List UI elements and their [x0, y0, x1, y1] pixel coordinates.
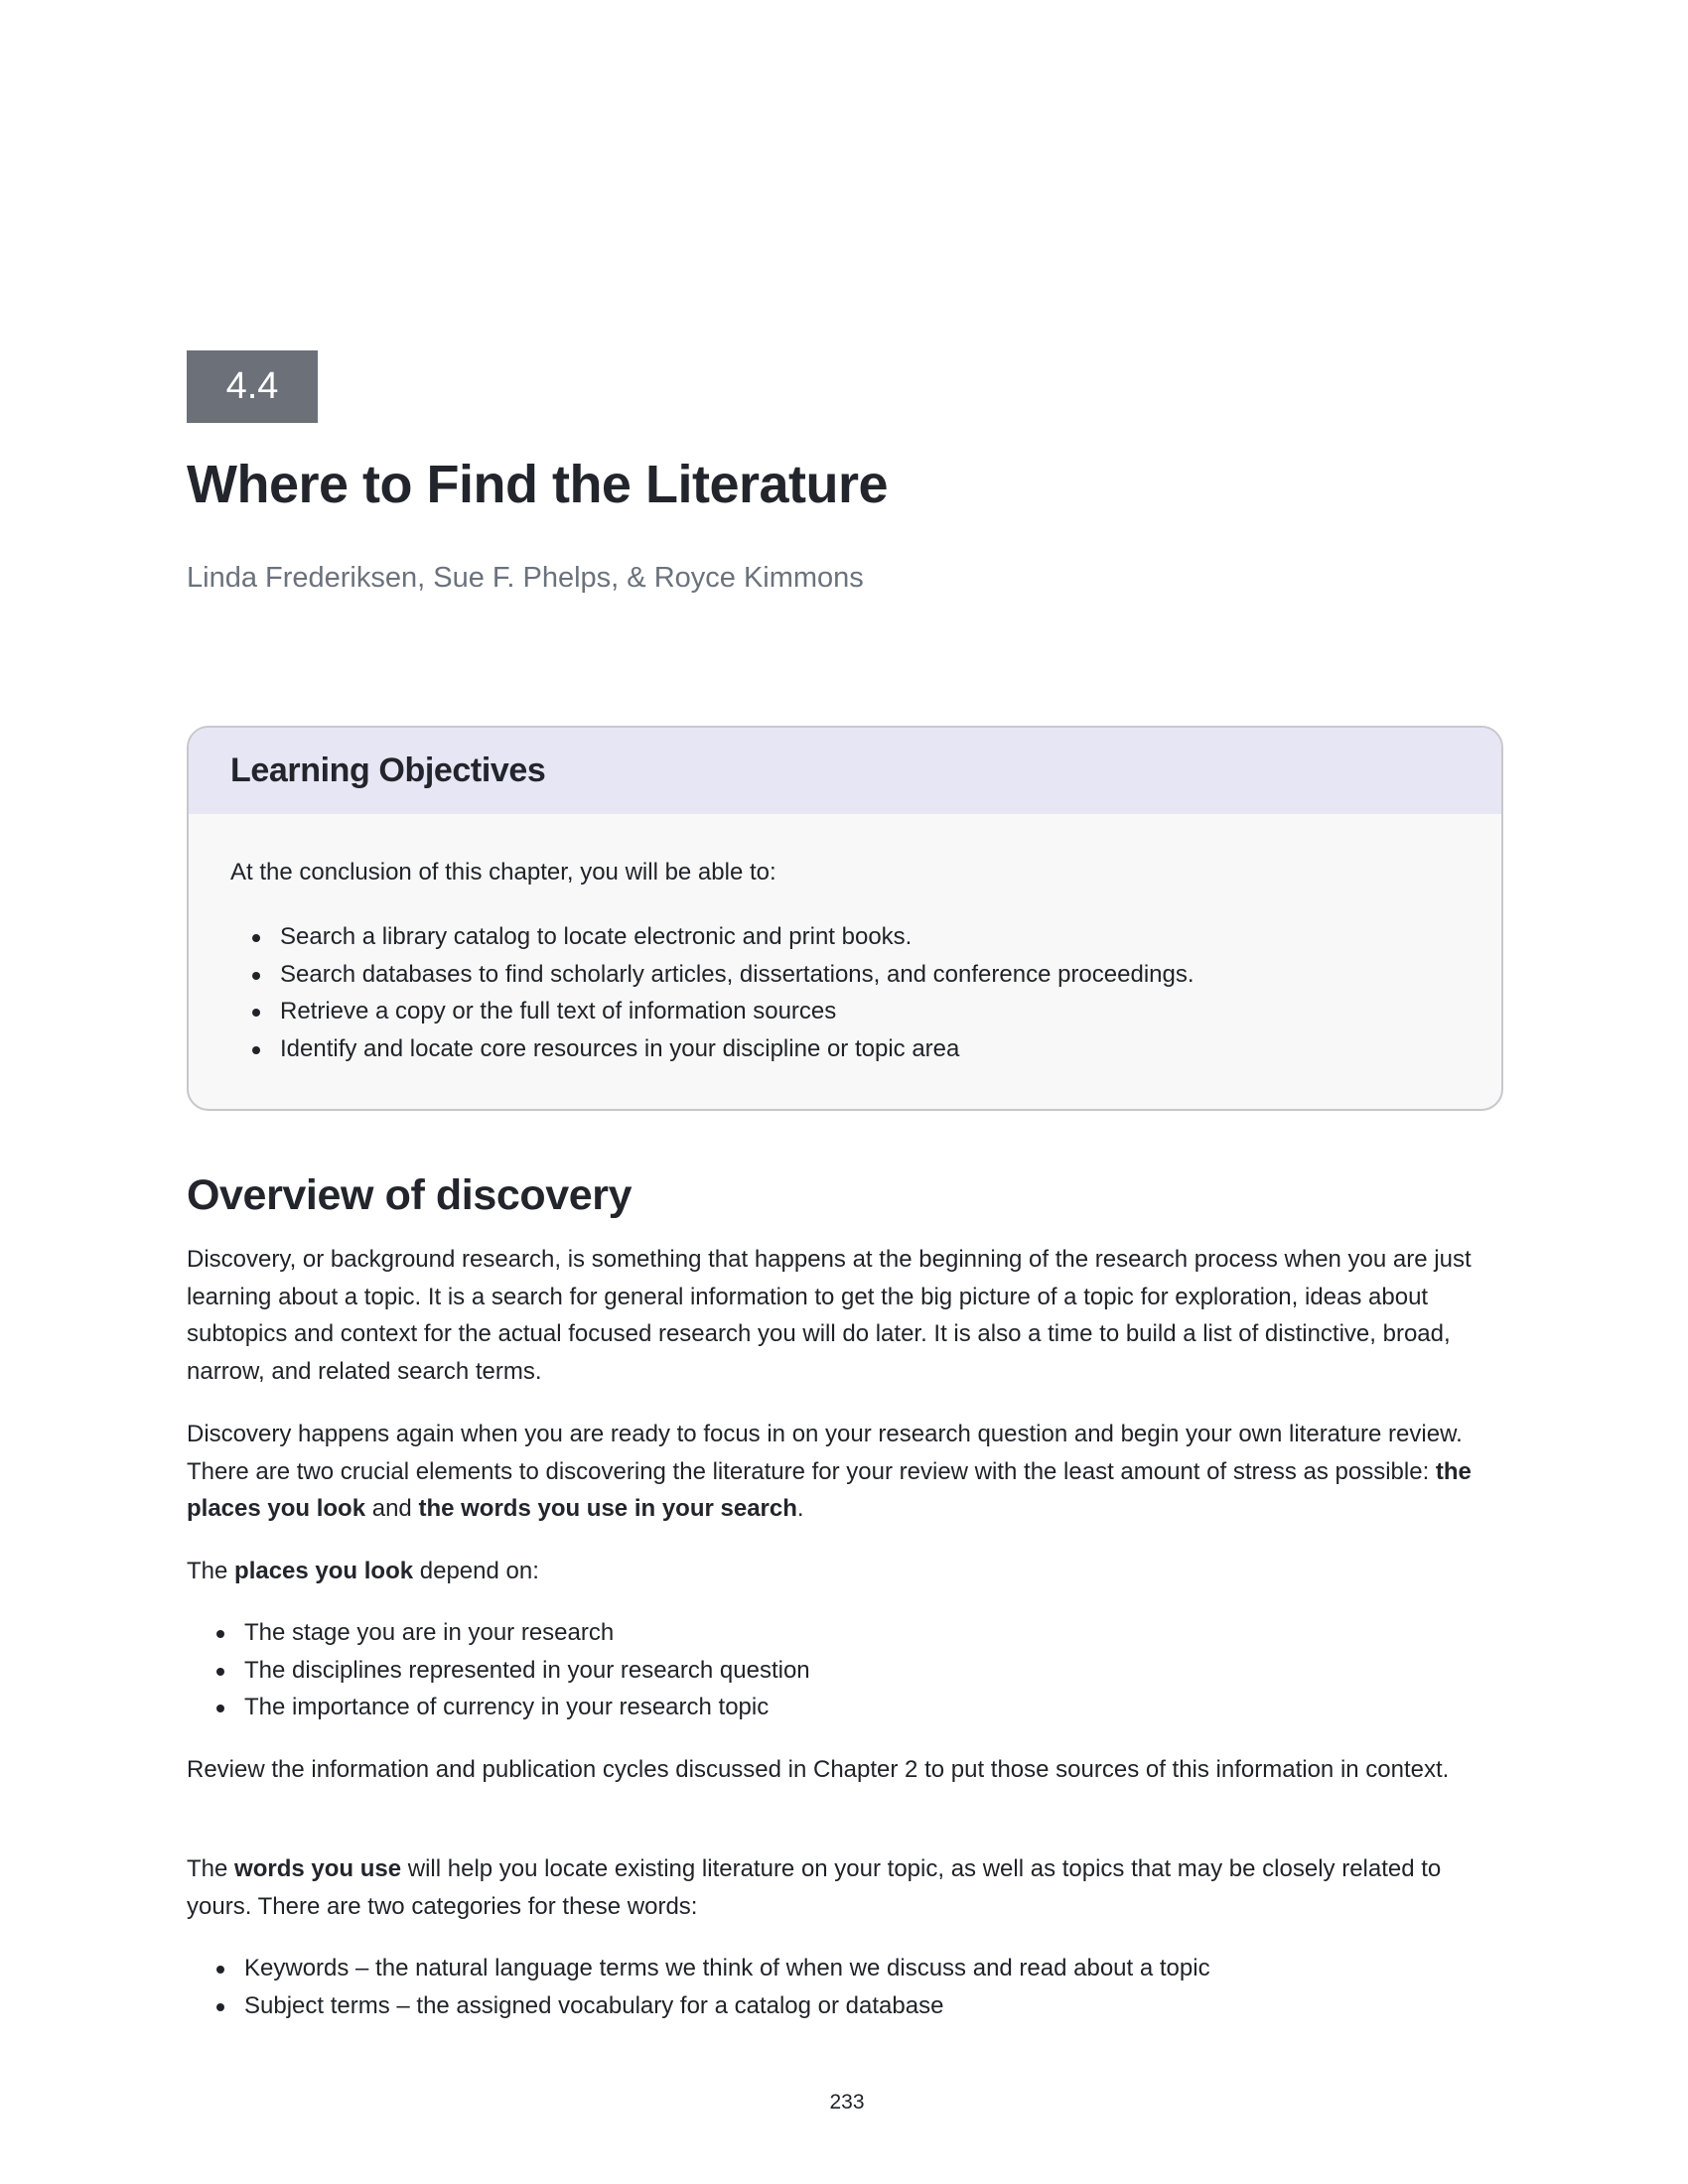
overview-paragraph-2: Discovery happens again when you are ready to focus in on your research question and begin your own literature review. There are two crucial elements to discovering the literature for your review with the least amount of stress as possible: the places you look and the words you use in your search. [187, 1421, 1472, 1522]
list-item: The stage you are in your research [195, 1614, 810, 1652]
list-item: Keywords – the natural language terms we think of when we discuss and read about a topic [195, 1950, 1210, 1987]
document-page [187, 0, 1507, 2184]
places-intro-paragraph: The places you look depend on: [187, 1558, 539, 1584]
section-number-badge: 4.4 [187, 350, 318, 423]
objective-item: Retrieve a copy or the full text of information sources [230, 993, 1195, 1030]
list-item: The importance of currency in your research topic [195, 1689, 810, 1726]
objective-item: Search databases to find scholarly articles, dissertations, and conference proceedings. [230, 956, 1195, 994]
overview-heading: Overview of discovery [187, 1171, 633, 1219]
list-item: Subject terms – the assigned vocabulary for a catalog or database [195, 1987, 1210, 2025]
emphasis-words-you-use: the words you use in your search [418, 1495, 797, 1522]
objective-item: Identify and locate core resources in your discipline or topic area [230, 1030, 1195, 1068]
words-list [195, 1950, 1210, 2024]
words-intro-paragraph: The words you use will help you locate existing literature on your topic, as well as topics that may be closely related to yours. There are two categories for these words: [187, 1855, 1442, 1920]
page-number: 233 [829, 2091, 865, 2114]
list-item: The disciplines represented in your research question [195, 1652, 810, 1690]
emphasis-places-you-look: places you look [234, 1558, 414, 1584]
learning-objectives-box [187, 726, 1503, 1111]
learning-objectives-heading: Learning Objectives [189, 728, 1501, 814]
review-paragraph: Review the information and publication cycles discussed in Chapter 2 to put those sources of this information in context. [187, 1756, 1450, 1783]
emphasis-places-you-look: the places you look [187, 1457, 1472, 1522]
objective-item: Search a library catalog to locate electronic and print books. [230, 918, 1195, 956]
chapter-authors: Linda Frederiksen, Sue F. Phelps, & Royce Kimmons [187, 562, 864, 594]
chapter-title: Where to Find the Literature [187, 455, 889, 514]
learning-objectives-list [230, 918, 1195, 1067]
overview-paragraph-1: Discovery, or background research, is something that happens at the beginning of the research process when you are just learning about a topic. It is a search for general information to get the big picture of a topic for exploration, ideas about subtopics and context for the actual focused research you will do later. It is also a time to build a list of distinctive, broad, narrow, and related search terms. [187, 1246, 1472, 1385]
learning-objectives-intro: At the conclusion of this chapter, you will be able to: [230, 859, 776, 886]
emphasis-words-you-use: words you use [234, 1855, 402, 1882]
places-list [195, 1614, 810, 1726]
